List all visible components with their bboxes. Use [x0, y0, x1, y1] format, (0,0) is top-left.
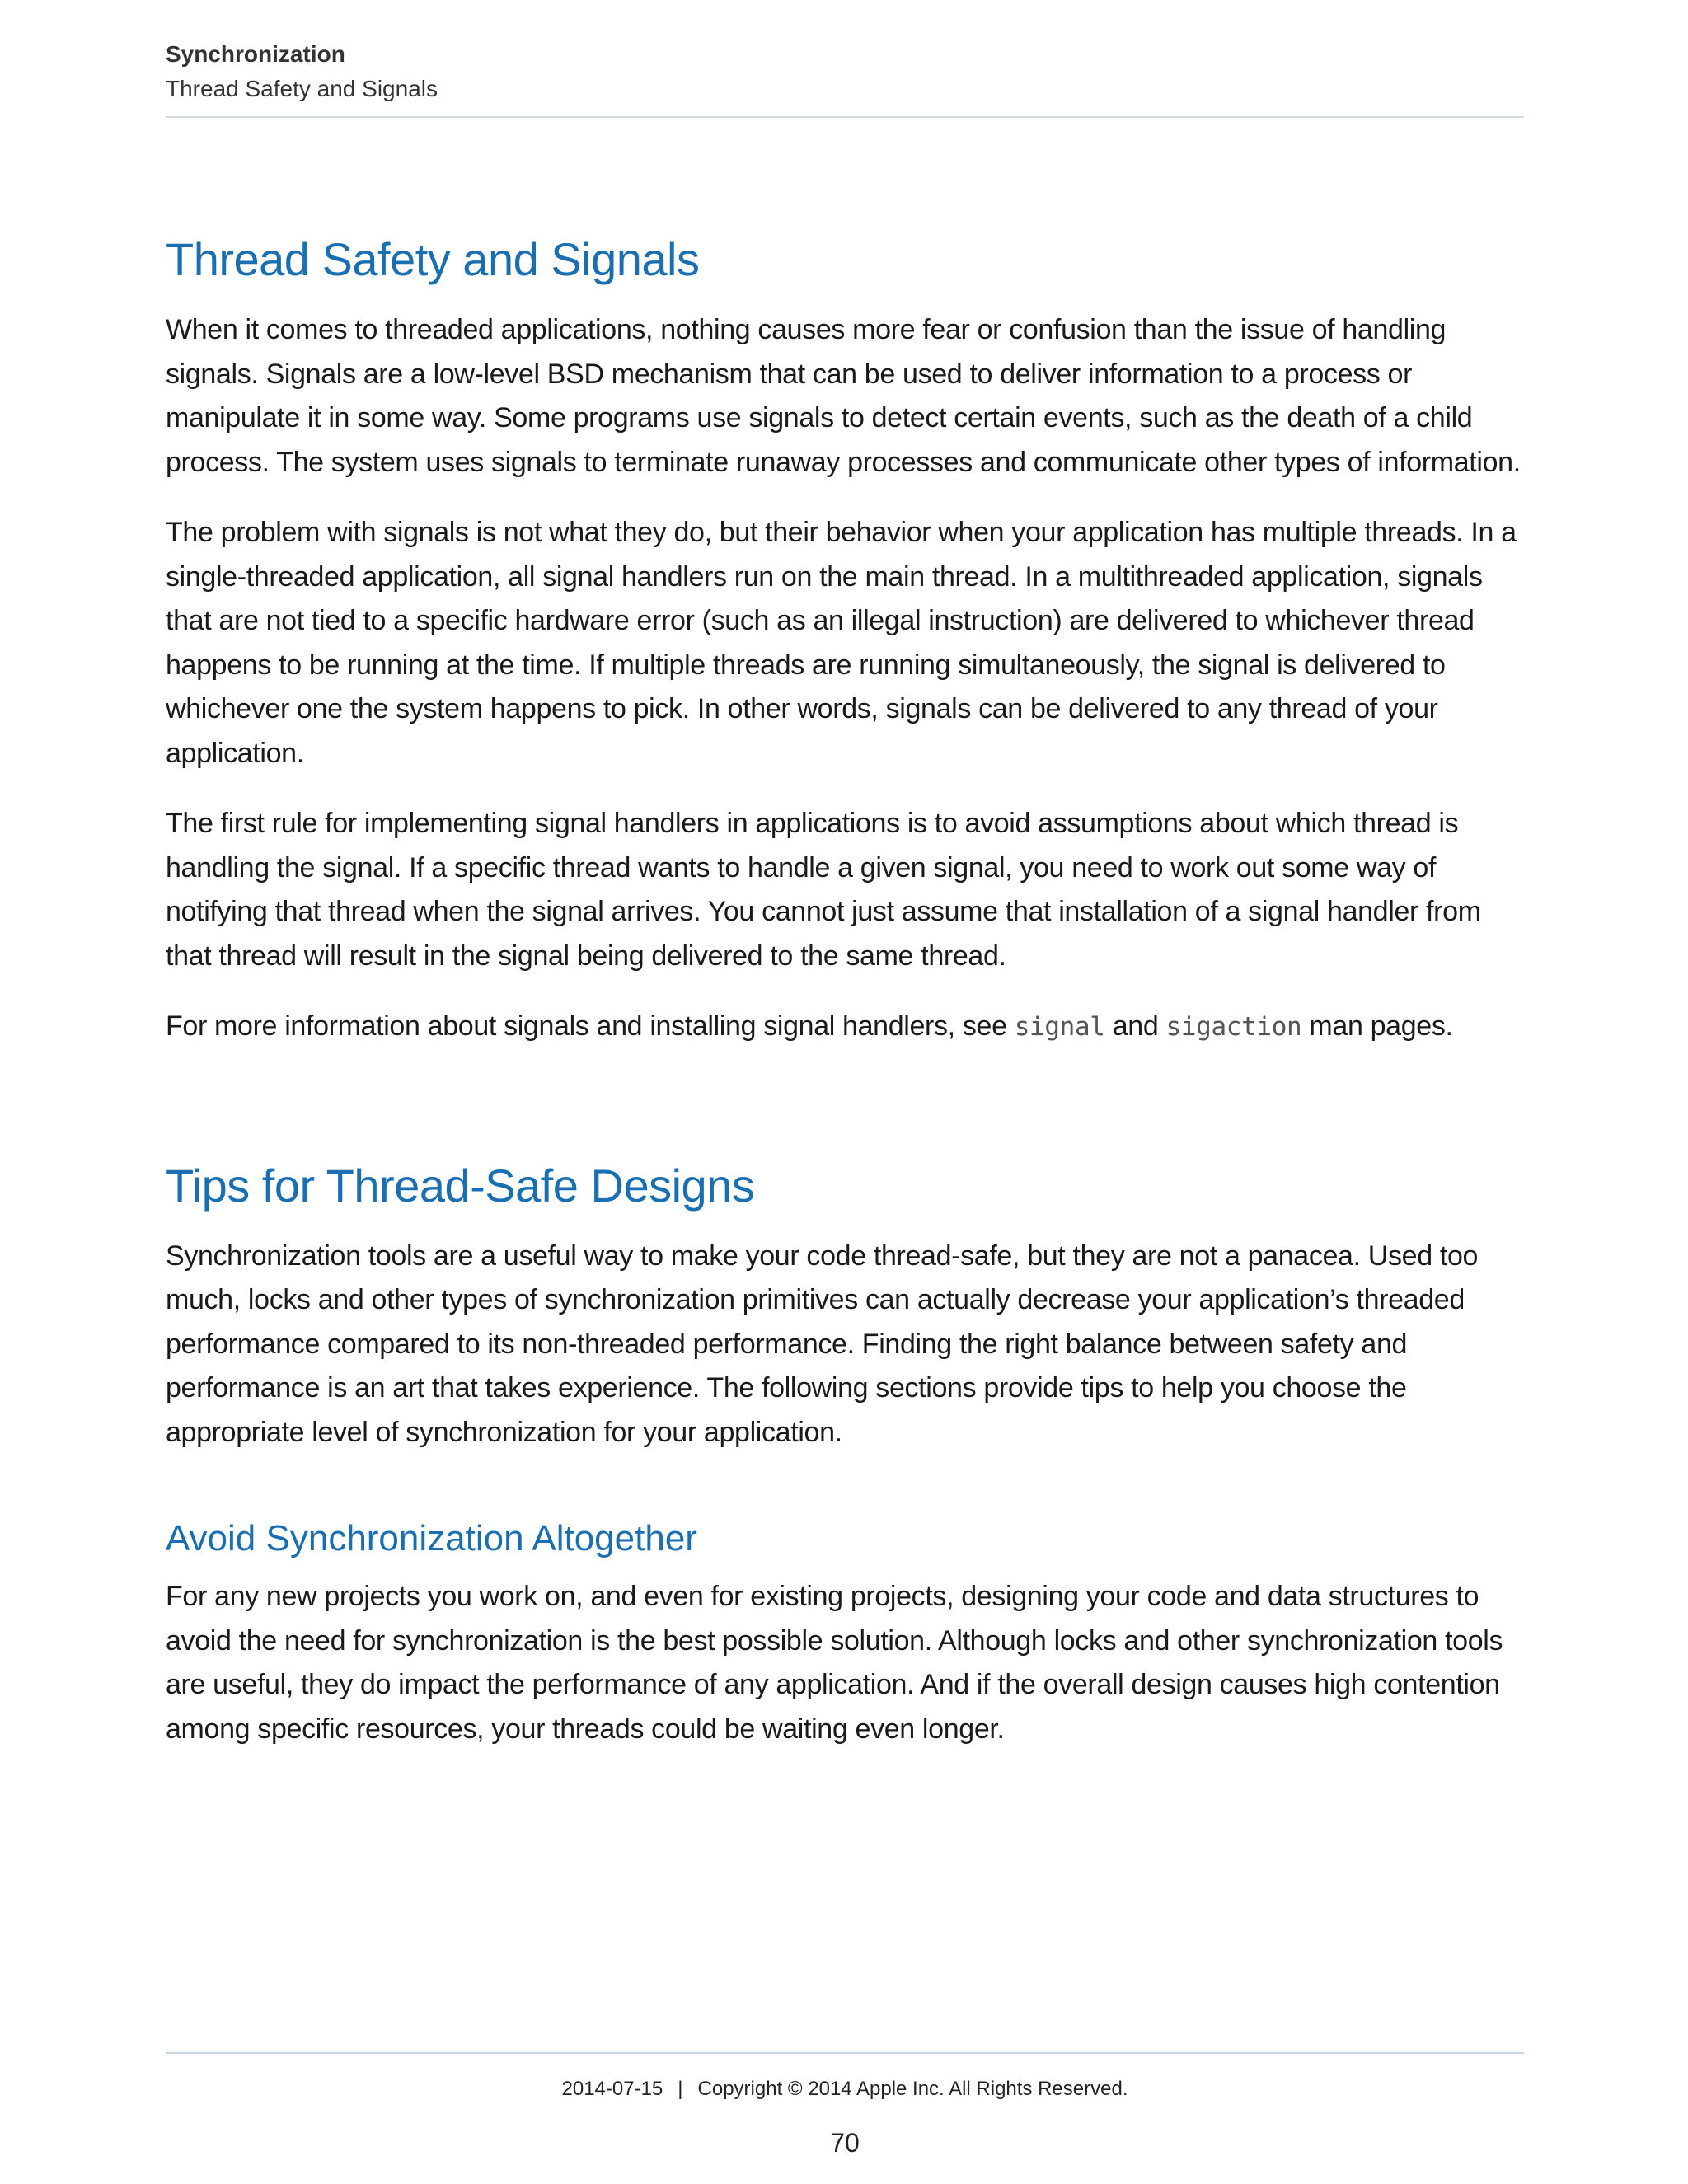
- text-run: For more information about signals and installing signal handlers, see: [166, 1010, 1015, 1042]
- code-signal: signal: [1014, 1012, 1105, 1042]
- footer-date: 2014-07-15: [561, 2078, 663, 2100]
- text-run: man pages.: [1301, 1010, 1453, 1042]
- text-run: and: [1104, 1010, 1166, 1042]
- paragraph-man-pages: [166, 1005, 1524, 1050]
- footer-line: [166, 2075, 1524, 2103]
- footer-copyright: Copyright © 2014 Apple Inc. All Rights Reserved.: [697, 2078, 1128, 2100]
- subsection-heading: Avoid Synchronization Altogether: [166, 1518, 697, 1558]
- footer-separator: |: [678, 2078, 683, 2100]
- paragraph: Synchronization tools are a useful way to make your code thread-safe, but they are not a panacea. Used too much, locks and other types of synchronization primitives can actually decrease your application’s threaded performance compared to its non-threaded performance. Finding the right balance between safety and performance is an art that takes experience. The following sections provide tips to help you choose the appropriate level of synchronization for your application.: [166, 1240, 1479, 1448]
- page-content: [166, 223, 1524, 1778]
- running-section-title: Thread Safety and Signals: [166, 76, 438, 101]
- running-header: [166, 38, 1524, 118]
- section-tips-for-thread-safe-designs: [166, 1149, 1524, 1455]
- chapter-title: Synchronization: [166, 41, 345, 67]
- section-thread-safety-and-signals: [166, 223, 1524, 1050]
- paragraph: For any new projects you work on, and even for existing projects, designing your code and data structures to avoid the need for synchronization is the best possible solution. Although locks and other synchronization tools are useful, they do impact the performance of any application. And if the overall design causes high contention among specific resources, your threads could be waiting even longer.: [166, 1581, 1503, 1745]
- page-number: 70: [830, 2128, 860, 2158]
- code-sigaction: sigaction: [1165, 1012, 1302, 1042]
- paragraph: The first rule for implementing signal handlers in applications is to avoid assumptions about which thread is handling the signal. If a specific thread wants to handle a given signal, you need to work out some way of notifying that thread when the signal arrives. You cannot just assume that installation of a signal handler from that thread will result in the signal being delivered to the same thread.: [166, 808, 1481, 972]
- paragraph: When it comes to threaded applications, nothing causes more fear or confusion than the issue of handling signals. Signals are a low-level BSD mechanism that can be used to deliver information to a process or manipulate it in some way. Some programs use signals to detect certain events, such as the death of a child process. The system uses signals to terminate runaway processes and communicate other types of information.: [166, 314, 1521, 478]
- paragraph: The problem with signals is not what they do, but their behavior when your application has multiple threads. In a single-threaded application, all signal handlers run on the main thread. In a multithreaded application, signals that are not tied to a specific hardware error (such as an illegal instruction) are delivered to whichever thread happens to be running at the time. If multiple threads are running simultaneously, the signal is delivered to whichever one the system happens to pick. In other words, signals can be delivered to any thread of your application.: [166, 517, 1517, 769]
- section-heading: Thread Safety and Signals: [166, 233, 700, 285]
- subsection-avoid-synchronization: [166, 1509, 1524, 1751]
- page-footer: [166, 2052, 1524, 2159]
- section-heading: Tips for Thread-Safe Designs: [166, 1159, 755, 1212]
- subsection-spacer: [166, 1481, 1524, 1509]
- section-spacer: [166, 1076, 1524, 1149]
